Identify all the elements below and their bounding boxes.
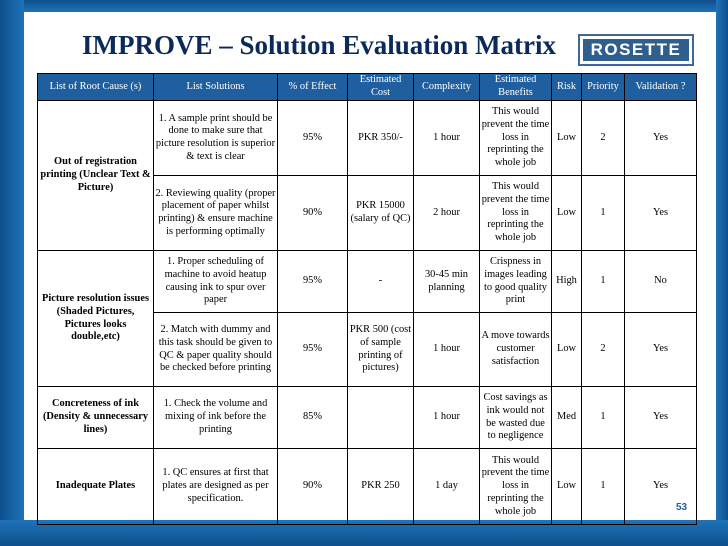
root-cause-cell: Out of registration printing (Unclear Text & Picture) (38, 101, 154, 251)
header-priority: Priority (582, 74, 625, 101)
risk-cell: Low (552, 176, 582, 251)
solution-cell: 1. A sample print should be done to make sure that picture resolution is superior & text is clear (154, 101, 278, 176)
root-cause-cell: Concreteness of ink (Density & unnecessary lines) (38, 387, 154, 449)
cost-cell: PKR 500 (cost of sample printing of pictures) (348, 313, 414, 387)
complexity-cell: 1 hour (414, 313, 480, 387)
effect-cell: 95% (278, 313, 348, 387)
solution-cell: 2. Reviewing quality (proper placement of paper whilst printing) & ensure machine is performing optimally (154, 176, 278, 251)
effect-cell: 90% (278, 176, 348, 251)
header-validation: Validation ? (625, 74, 697, 101)
benefits-cell: Crispness in images leading to good quality print (480, 251, 552, 313)
priority-cell: 1 (582, 387, 625, 449)
solution-cell: 1. Check the volume and mixing of ink before the printing (154, 387, 278, 449)
root-cause-cell: Inadequate Plates (38, 449, 154, 525)
solution-cell: 1. Proper scheduling of machine to avoid heatup causing ink to spur over paper (154, 251, 278, 313)
risk-cell: Low (552, 313, 582, 387)
effect-cell: 95% (278, 251, 348, 313)
priority-cell: 1 (582, 176, 625, 251)
priority-cell: 1 (582, 449, 625, 525)
logo-plate (583, 39, 689, 61)
rosette-logo (578, 34, 694, 66)
validation-cell: No (625, 251, 697, 313)
cost-cell: PKR 350/- (348, 101, 414, 176)
validation-cell: Yes (625, 101, 697, 176)
table-row (38, 251, 697, 313)
complexity-cell: 30-45 min planning (414, 251, 480, 313)
solution-cell: 2. Match with dummy and this task should be given to QC & paper quality should be checked before printing (154, 313, 278, 387)
validation-cell: Yes (625, 176, 697, 251)
benefits-cell: This would prevent the time loss in reprinting the whole job (480, 101, 552, 176)
effect-cell: 85% (278, 387, 348, 449)
risk-cell: Low (552, 101, 582, 176)
header-cost: Estimated Cost (348, 74, 414, 101)
risk-cell: High (552, 251, 582, 313)
header-row (38, 74, 697, 101)
solution-evaluation-table (37, 73, 697, 525)
logo-text: ROSETTE (590, 40, 682, 59)
frame-top-bar (0, 0, 728, 12)
frame-left-bar (0, 0, 24, 546)
benefits-cell: This would prevent the time loss in reprinting the whole job (480, 176, 552, 251)
risk-cell: Low (552, 449, 582, 525)
priority-cell: 2 (582, 101, 625, 176)
table-row (38, 387, 697, 449)
effect-cell: 90% (278, 449, 348, 525)
frame-right-bar (716, 0, 728, 546)
risk-cell: Med (552, 387, 582, 449)
effect-cell: 95% (278, 101, 348, 176)
complexity-cell: 1 hour (414, 101, 480, 176)
complexity-cell: 1 hour (414, 387, 480, 449)
table-row (38, 449, 697, 525)
validation-cell: Yes (625, 387, 697, 449)
benefits-cell: Cost savings as ink would not be wasted due to negligence (480, 387, 552, 449)
validation-cell: Yes (625, 313, 697, 387)
header-root-cause: List of Root Cause (s) (38, 74, 154, 101)
cost-cell (348, 387, 414, 449)
root-cause-cell: Picture resolution issues (Shaded Pictures, Pictures looks double,etc) (38, 251, 154, 387)
cost-cell: PKR 250 (348, 449, 414, 525)
benefits-cell: This would prevent the time loss in reprinting the whole job (480, 449, 552, 525)
header-risk: Risk (552, 74, 582, 101)
cost-cell: PKR 15000 (salary of QC) (348, 176, 414, 251)
header-benefits: Estimated Benefits (480, 74, 552, 101)
benefits-cell: A move towards customer satisfaction (480, 313, 552, 387)
validation-cell: Yes (625, 449, 697, 525)
table-header (38, 74, 697, 101)
complexity-cell: 1 day (414, 449, 480, 525)
slide-title: IMPROVE – Solution Evaluation Matrix (82, 30, 557, 60)
solution-cell: 1. QC ensures at first that plates are designed as per specification. (154, 449, 278, 525)
table-row (38, 101, 697, 176)
priority-cell: 2 (582, 313, 625, 387)
header-effect: % of Effect (278, 74, 348, 101)
page-number: 53 (676, 502, 688, 513)
priority-cell: 1 (582, 251, 625, 313)
complexity-cell: 2 hour (414, 176, 480, 251)
cost-cell: - (348, 251, 414, 313)
header-solutions: List Solutions (154, 74, 278, 101)
header-complexity: Complexity (414, 74, 480, 101)
